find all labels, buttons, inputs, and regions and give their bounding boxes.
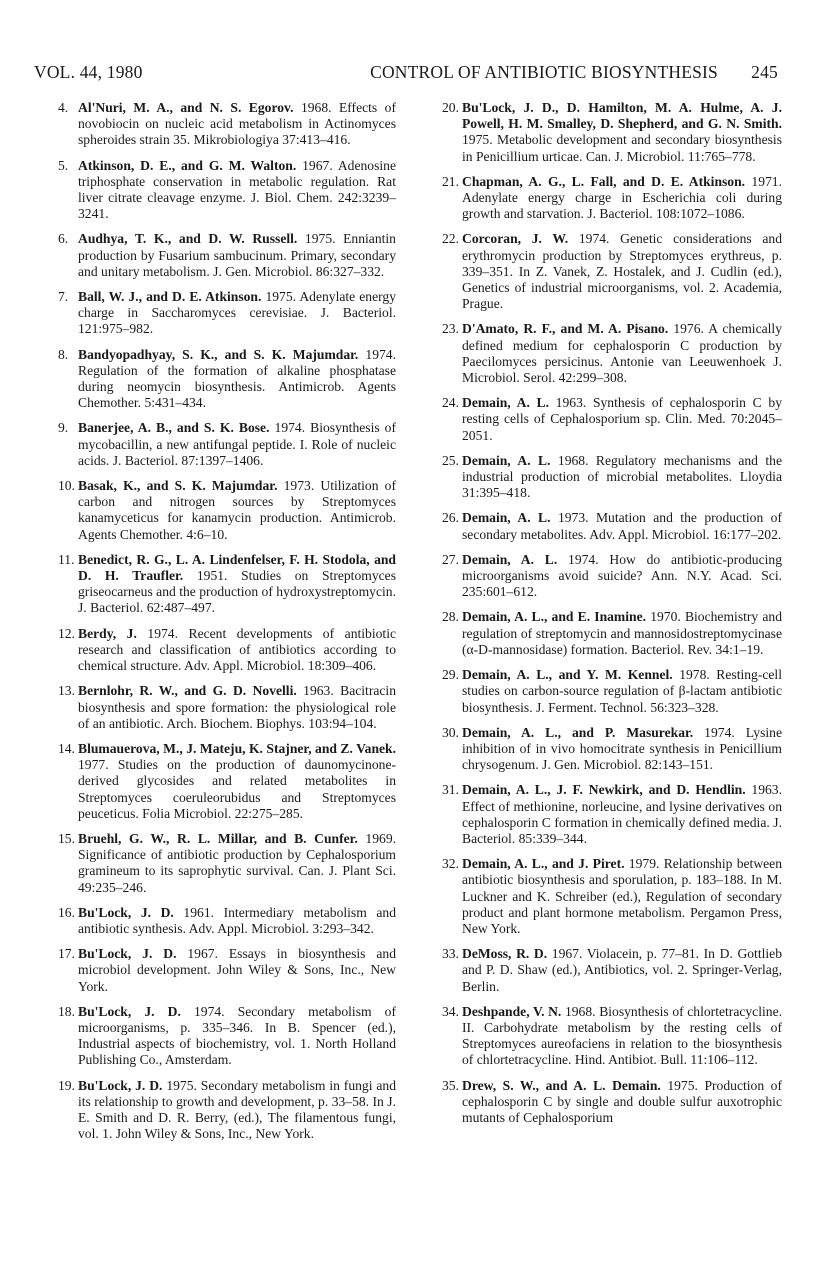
reference-authors: Blumauerova, M., J. Mateju, K. Stajner, and Z. Vanek. bbox=[78, 740, 396, 756]
reference-text: 1976. A chemically defined medium for cephalosporin C production by Paecilomyces persicinus. Antonie van Leeuwenhoek J. Microbiol. Serol. 42:299–308. bbox=[462, 321, 783, 386]
reference-entry bbox=[418, 100, 782, 165]
reference-text: 1961. Intermediary metabolism and antibiotic synthesis. Adv. Appl. Microbiol. 3:293–342. bbox=[78, 904, 397, 936]
reference-entry bbox=[34, 831, 396, 896]
reference-entry bbox=[34, 626, 396, 675]
reference-text: 1973. Utilization of carbon and nitrogen sources by Streptomyces kanamyceticus for kanamycin production. Antimicrob. Agents Chemother. 4:6–10. bbox=[78, 478, 396, 542]
running-title: CONTROL OF ANTIBIOTIC BIOSYNTHESIS bbox=[370, 62, 718, 82]
page-number: 245 bbox=[751, 62, 778, 82]
reference-entry bbox=[34, 231, 396, 280]
reference-number: 34. bbox=[442, 1003, 459, 1019]
reference-authors: Bu'Lock, J. D. bbox=[78, 946, 177, 962]
reference-entry bbox=[34, 946, 396, 995]
reference-entry bbox=[418, 174, 782, 223]
reference-authors: Corcoran, J. W. bbox=[462, 231, 569, 247]
reference-number: 11. bbox=[58, 551, 75, 567]
reference-entry bbox=[418, 510, 782, 542]
reference-number: 21. bbox=[442, 173, 459, 189]
reference-number: 7. bbox=[58, 289, 69, 305]
reference-column-left bbox=[34, 100, 396, 1151]
reference-column-right bbox=[418, 100, 782, 1135]
reference-entry bbox=[418, 1078, 782, 1127]
reference-number: 6. bbox=[58, 231, 69, 247]
reference-authors: D'Amato, R. F., and M. A. Pisano. bbox=[462, 321, 669, 337]
volume-label: VOL. 44, 1980 bbox=[34, 62, 143, 82]
reference-number: 5. bbox=[58, 157, 69, 173]
reference-entry bbox=[418, 667, 782, 716]
reference-text: 1975. Enniantin production by Fusarium sambucinum. Primary, secondary and unitary metabolism. J. Gen. Microbiol. 86:327–332. bbox=[78, 231, 396, 279]
reference-entry bbox=[418, 1004, 782, 1069]
reference-number: 13. bbox=[58, 683, 75, 699]
reference-entry bbox=[418, 856, 782, 937]
reference-text: 1977. Studies on the production of daunomycinone-derived glycosides and related metabolites in Streptomyces coeruleorubidus and Streptomyces peuceticus. Folia Microbiol. 22:275–285. bbox=[78, 757, 396, 821]
reference-authors: Bu'Lock, J. D., D. Hamilton, M. A. Hulme, A. J. Powell, H. M. Smalley, D. Shepherd, and G. N. Smith. bbox=[462, 100, 782, 132]
reference-text: 1978. Resting-cell studies on carbon-source regulation of β-lactam antibiotic biosynthesis. J. Ferment. Technol. 56:323–328. bbox=[462, 667, 782, 715]
reference-number: 16. bbox=[58, 904, 75, 920]
reference-text: 1968. Regulatory mechanisms and the industrial production of microbial metabolites. Lloydia 31:395–418. bbox=[462, 452, 782, 501]
reference-authors: Bruehl, G. W., R. L. Millar, and B. Cunfer. bbox=[78, 830, 358, 846]
reference-entry bbox=[418, 395, 782, 444]
reference-entry bbox=[34, 158, 396, 223]
reference-entry bbox=[418, 321, 782, 386]
reference-authors: Demain, A. L. bbox=[462, 551, 558, 567]
reference-number: 20. bbox=[442, 100, 459, 115]
reference-number: 31. bbox=[442, 782, 459, 798]
reference-authors: Ball, W. J., and D. E. Atkinson. bbox=[78, 289, 262, 305]
reference-entry bbox=[34, 1004, 396, 1069]
running-head bbox=[34, 62, 778, 86]
reference-number: 15. bbox=[58, 830, 75, 846]
reference-text: 1975. Production of cephalosporin C by single and double sulfur auxotrophic mutants of Cephalosporium bbox=[462, 1077, 783, 1125]
reference-number: 27. bbox=[442, 551, 459, 567]
reference-authors: Benedict, R. G., L. A. Lindenfelser, F. H. Stodola, and D. H. Traufler. bbox=[78, 551, 396, 584]
reference-authors: DeMoss, R. D. bbox=[462, 946, 548, 962]
reference-text: 1974. Regulation of the formation of alkaline phosphatase during neomycin biosynthesis. Antimicrob. Agents Chemother. 5:431–434. bbox=[78, 346, 396, 411]
reference-entry bbox=[34, 683, 396, 732]
reference-number: 33. bbox=[442, 946, 459, 962]
reference-number: 17. bbox=[58, 946, 75, 962]
reference-authors: Atkinson, D. E., and G. M. Walton. bbox=[78, 157, 297, 173]
reference-entry bbox=[34, 347, 396, 412]
reference-entry bbox=[418, 552, 782, 601]
reference-number: 10. bbox=[58, 478, 75, 494]
reference-authors: Chapman, A. G., L. Fall, and D. E. Atkinson. bbox=[462, 173, 746, 189]
reference-text: 1973. Mutation and the production of secondary metabolites. Adv. Appl. Microbiol. 16:177–202. bbox=[462, 510, 782, 542]
reference-number: 22. bbox=[442, 231, 459, 247]
reference-entry bbox=[418, 725, 782, 774]
reference-text: 1975. Adenylate energy charge in Saccharomyces cerevisiae. J. Bacteriol. 121:975–982. bbox=[78, 289, 396, 337]
reference-authors: Bandyopadhyay, S. K., and S. K. Majumdar. bbox=[78, 346, 359, 362]
reference-authors: Berdy, J. bbox=[78, 625, 137, 641]
reference-text: 1974. Lysine inhibition of in vivo homocitrate synthesis in Penicillium chrysogenum. J. Gen. Microbiol. 82:143–151. bbox=[462, 724, 782, 773]
reference-authors: Demain, A. L. bbox=[462, 395, 549, 411]
reference-authors: Bu'Lock, J. D. bbox=[78, 1003, 181, 1019]
reference-number: 24. bbox=[442, 395, 459, 411]
reference-text: 1967. Violacein, p. 77–81. In D. Gottlieb and P. D. Shaw (ed.), Antibiotics, vol. 2. Springer-Verlag, Berlin. bbox=[462, 946, 782, 994]
reference-authors: Demain, A. L., and P. Masurekar. bbox=[462, 724, 694, 740]
reference-text: 1969. Significance of antibiotic production by Cephalosporium gramineum to its saprophytic survival. Can. J. Plant Sci. 49:235–246. bbox=[78, 830, 397, 895]
reference-number: 32. bbox=[442, 856, 459, 872]
reference-entry bbox=[34, 478, 396, 543]
reference-entry bbox=[34, 420, 396, 469]
reference-entry bbox=[418, 782, 782, 847]
reference-authors: Deshpande, V. N. bbox=[462, 1003, 562, 1019]
reference-number: 25. bbox=[442, 452, 459, 468]
reference-number: 18. bbox=[58, 1003, 75, 1019]
reference-authors: Drew, S. W., and A. L. Demain. bbox=[462, 1077, 661, 1093]
reference-text: 1968. Biosynthesis of chlortetracycline. II. Carbohydrate metabolism by the resting cells of Streptomyces aureofaciens in relation to the biosynthesis of chlortetracycline. Hind. Antibiot. Bull. 11:106–112. bbox=[462, 1003, 783, 1068]
reference-entry bbox=[34, 1078, 396, 1143]
reference-authors: Demain, A. L., and J. Piret. bbox=[462, 856, 625, 872]
reference-authors: Banerjee, A. B., and S. K. Bose. bbox=[78, 420, 270, 436]
reference-number: 26. bbox=[442, 510, 459, 526]
reference-authors: Basak, K., and S. K. Majumdar. bbox=[78, 478, 278, 494]
reference-text: 1974. Recent developments of antibiotic research and classification of antibiotics according to chemical structure. Adv. Appl. Microbiol. 18:309–406. bbox=[78, 625, 397, 674]
reference-authors: Bernlohr, R. W., and G. D. Novelli. bbox=[78, 683, 297, 699]
reference-number: 9. bbox=[58, 420, 69, 436]
reference-authors: Demain, A. L., J. F. Newkirk, and D. Hendlin. bbox=[462, 782, 746, 798]
reference-entry bbox=[34, 289, 396, 338]
reference-authors: Demain, A. L. bbox=[462, 510, 551, 526]
reference-number: 28. bbox=[442, 609, 459, 625]
reference-text: 1974. Genetic considerations and erythromycin production by Streptomyces erythreus, p. 339–351. In Z. Vanek, Z. Hostalek, and J. Cudlin (ed.), Genetics of industrial microorganisms, vol. 2. Academia, Prague. bbox=[462, 231, 782, 312]
reference-text: 1971. Adenylate energy charge in Escherichia coli during growth and starvation. J. Bacteriol. 108:1072–1086. bbox=[462, 173, 782, 222]
reference-entry bbox=[418, 946, 782, 995]
reference-text: 1974. How do antibiotic-producing microorganisms avoid suicide? Ann. N.Y. Acad. Sci. 235:601–612. bbox=[462, 551, 782, 600]
reference-text: 1967. Essays in biosynthesis and microbiol development. John Wiley & Sons, Inc., New York. bbox=[78, 946, 396, 994]
reference-number: 4. bbox=[58, 100, 69, 115]
reference-authors: Demain, A. L. bbox=[462, 452, 551, 468]
reference-authors: Bu'Lock, J. D. bbox=[78, 904, 174, 920]
reference-entry bbox=[34, 905, 396, 937]
reference-number: 35. bbox=[442, 1077, 459, 1093]
reference-authors: Demain, A. L., and Y. M. Kennel. bbox=[462, 667, 673, 683]
reference-number: 29. bbox=[442, 667, 459, 683]
reference-text: 1963. Synthesis of cephalosporin C by resting cells of Cephalosporium sp. Clin. Med. 70:2045–2051. bbox=[462, 395, 782, 443]
reference-authors: Bu'Lock, J. D. bbox=[78, 1077, 163, 1093]
reference-text: 1974. Secondary metabolism of microorganisms, p. 335–346. In B. Spencer (ed.), Industrial aspects of biochemistry, vol. 1. North Holland Publishing Co., Amsterdam. bbox=[78, 1003, 396, 1068]
reference-number: 14. bbox=[58, 740, 75, 756]
reference-authors: Audhya, T. K., and D. W. Russell. bbox=[78, 231, 298, 247]
reference-entry bbox=[418, 231, 782, 312]
reference-text: 1963. Bacitracin biosynthesis and spore formation: the physiological role of an antibiotic. Arch. Biochem. Biophys. 103:94–104. bbox=[78, 683, 396, 731]
reference-text: 1970. Biochemistry and regulation of streptomycin and mannosidostreptomycinase (α-D-mannosidase) formation. Bacteriol. Rev. 34:1–19. bbox=[462, 609, 783, 657]
reference-text: 1967. Adenosine triphosphate conservation in metabolic regulation. Rat liver citrate cleavage enzyme. J. Biol. Chem. 242:3239–3241. bbox=[78, 157, 396, 222]
reference-number: 8. bbox=[58, 346, 69, 362]
reference-number: 19. bbox=[58, 1077, 75, 1093]
reference-number: 12. bbox=[58, 625, 75, 641]
reference-text: 1963. Effect of methionine, norleucine, and lysine derivatives on cephalosporin C formation in chemically defined media. J. Bacteriol. 85:339–344. bbox=[462, 782, 782, 846]
reference-entry bbox=[418, 609, 782, 658]
reference-entry bbox=[34, 552, 396, 617]
reference-authors: Al'Nuri, M. A., and N. S. Egorov. bbox=[78, 100, 294, 115]
reference-entry bbox=[34, 741, 396, 822]
reference-text: 1975. Secondary metabolism in fungi and its relationship to growth and development, p. 33–58. In J. E. Smith and D. R. Berry, (ed.), The filamentous fungi, vol. 1. John Wiley & Sons, Inc., New York. bbox=[78, 1077, 396, 1142]
reference-authors: Demain, A. L., and E. Inamine. bbox=[462, 609, 647, 625]
reference-text: 1974. Biosynthesis of mycobacillin, a new antifungal peptide. I. Role of nucleic acids. J. Bacteriol. 87:1397–1406. bbox=[78, 420, 396, 468]
reference-text: 1975. Metabolic development and secondary biosynthesis in Penicillium urticae. Can. J. Microbiol. 11:765–778. bbox=[462, 132, 782, 164]
reference-number: 30. bbox=[442, 724, 459, 740]
reference-text: 1979. Relationship between antibiotic biosynthesis and sporulation, p. 183–188. In M. Luckner and K. Schreiber (ed.), Regulation of secondary product and plant hormone metabolism. Pergamon Press, New York. bbox=[462, 856, 783, 936]
reference-text: 1951. Studies on Streptomyces griseocarneus and the production of hydroxystreptomycin. J. Bacteriol. 62:487–497. bbox=[78, 568, 396, 616]
reference-entry bbox=[418, 453, 782, 502]
reference-entry bbox=[34, 100, 396, 149]
reference-number: 23. bbox=[442, 321, 459, 337]
reference-text: 1968. Effects of novobiocin on nucleic acid metabolism in Actinomyces spheroides strain 35. Mikrobiologiya 37:413–416. bbox=[78, 100, 396, 148]
